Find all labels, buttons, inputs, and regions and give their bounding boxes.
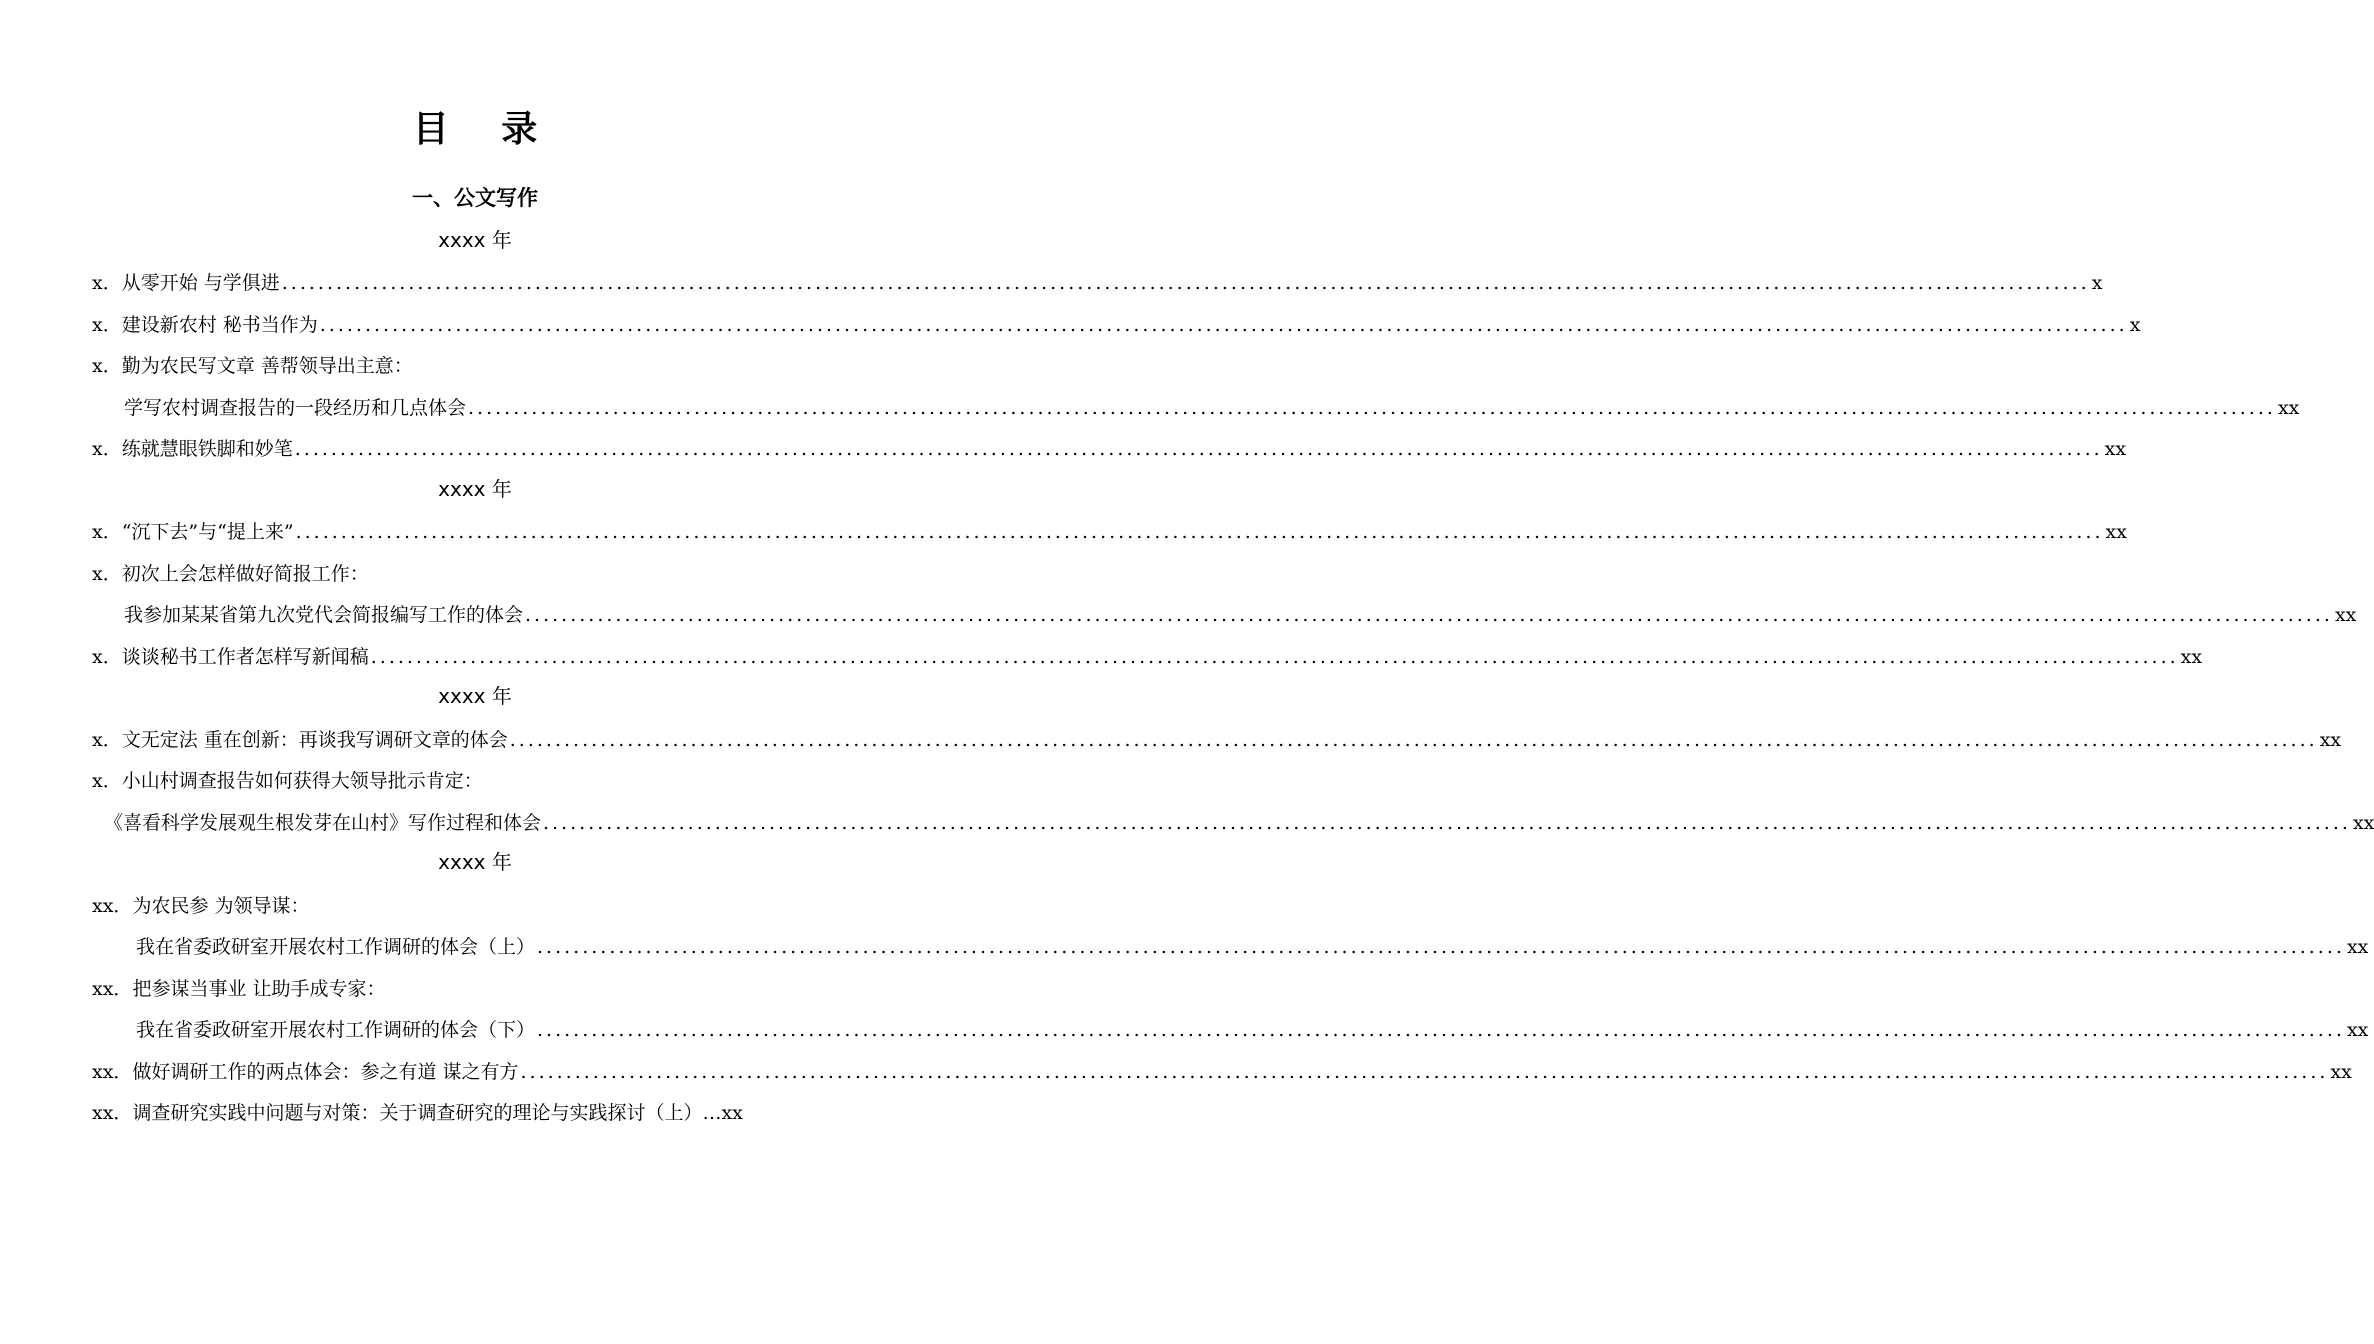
toc-entry[interactable] xyxy=(92,1096,860,1130)
toc-entry-continuation[interactable] xyxy=(124,391,2300,425)
entry-number: x． xyxy=(92,770,122,792)
entry-title: 文无定法 重在创新：再谈我写调研文章的体会 xyxy=(121,729,508,751)
entry-page: xx xyxy=(721,1102,743,1124)
year-heading: xxxx 年 xyxy=(438,684,512,708)
entry-number: xx． xyxy=(92,1061,133,1083)
entry-number: x． xyxy=(92,563,122,585)
entry-title: 勤为农民写文章 善帮领导出主意： xyxy=(121,355,413,377)
entry-title: 小山村调查报告如何获得大领导批示肯定： xyxy=(121,770,483,792)
entry-title: 练就慧眼铁脚和妙笔 xyxy=(121,438,293,460)
toc-entry[interactable] xyxy=(92,515,2127,549)
toc-entry-continuation[interactable] xyxy=(136,1013,2369,1047)
dot-leader: ........................................................................................................................................................................................................ xyxy=(295,521,2104,543)
entry-title: 学写农村调查报告的一段经历和几点体会 xyxy=(124,397,467,419)
entry-page: xx xyxy=(2319,729,2342,751)
year-heading: xxxx 年 xyxy=(438,228,512,252)
entry-page: xx xyxy=(2105,521,2127,543)
entry-title: 做好调研工作的两点体会：参之有道 谋之有方 xyxy=(132,1061,519,1083)
entry-title: 把参谋当事业 让助手成专家： xyxy=(132,978,386,1000)
entry-page: xx xyxy=(2277,397,2300,419)
entry-page: x xyxy=(2091,272,2103,294)
dot-leader: ........................................................................................................................................................................................................ xyxy=(525,604,2333,626)
dot-leader: ........................................................................................................................................................................................................ xyxy=(319,314,2128,336)
entry-title: 为农民参 为领导谋： xyxy=(132,895,310,917)
toc-entry[interactable] xyxy=(92,723,2342,757)
entry-title: 建设新农村 秘书当作为 xyxy=(121,314,318,336)
entry-number: x． xyxy=(92,521,122,543)
entry-number: x． xyxy=(92,729,122,751)
toc-entry-continuation[interactable] xyxy=(104,806,2374,840)
dot-leader: ........................................................................................................................................................................................................ xyxy=(520,1061,2329,1083)
toc-entry[interactable] xyxy=(92,308,2141,342)
entry-number: x． xyxy=(92,438,122,460)
toc-entry[interactable] xyxy=(92,557,860,591)
entry-number: x． xyxy=(92,272,122,294)
entry-title: 初次上会怎样做好简报工作： xyxy=(121,563,369,585)
dot-leader: ........................................................................................................................................................................................................ xyxy=(281,272,2090,294)
entry-title: 调查研究实践中问题与对策：关于调查研究的理论与实践探讨（上）… xyxy=(132,1102,722,1124)
entry-title: 我在省委政研室开展农村工作调研的体会（上） xyxy=(136,936,536,958)
toc-entry[interactable] xyxy=(92,889,860,923)
entry-page: xx xyxy=(2334,604,2357,626)
entry-page: xx xyxy=(2104,438,2127,460)
dot-leader: ........................................................................................................................................................................................................ xyxy=(537,936,2345,958)
year-heading: xxxx 年 xyxy=(438,477,512,501)
entry-title: 《喜看科学发展观生根发芽在山村》写作过程和体会 xyxy=(104,812,542,834)
toc-entry-continuation[interactable] xyxy=(136,930,2369,964)
entry-page: xx xyxy=(2346,1019,2369,1041)
toc-entry[interactable] xyxy=(92,432,2127,466)
dot-leader: ........................................................................................................................................................................................................ xyxy=(537,1019,2345,1041)
entry-page: xx xyxy=(2346,936,2369,958)
entry-title: “沉下去”与“提上来” xyxy=(121,521,294,543)
dot-leader: ........................................................................................................................................................................................................ xyxy=(509,729,2318,751)
dot-leader: ........................................................................................................................................................................................................ xyxy=(370,646,2179,668)
dot-leader: ........................................................................................................................................................................................................ xyxy=(468,397,2276,419)
entry-title: 我在省委政研室开展农村工作调研的体会（下） xyxy=(136,1019,536,1041)
year-heading: xxxx 年 xyxy=(438,850,512,874)
toc-entry[interactable] xyxy=(92,640,2203,674)
toc-entry[interactable] xyxy=(92,1055,2352,1089)
entry-title: 我参加某某省第九次党代会简报编写工作的体会 xyxy=(124,604,524,626)
toc-entry[interactable] xyxy=(92,349,860,383)
toc-entry[interactable] xyxy=(92,764,860,798)
entry-number: x． xyxy=(92,355,122,377)
entry-number: xx． xyxy=(92,978,133,1000)
entry-title: 谈谈秘书工作者怎样写新闻稿 xyxy=(121,646,369,668)
dot-leader: ........................................................................................................................................................................................................ xyxy=(543,812,2351,834)
entry-page: x xyxy=(2129,314,2141,336)
section-heading: 一、公文写作 xyxy=(412,186,538,210)
entry-number: xx． xyxy=(92,895,133,917)
entry-number: x． xyxy=(92,314,122,336)
entry-title: 从零开始 与学俱进 xyxy=(121,272,280,294)
dot-leader: ........................................................................................................................................................................................................ xyxy=(294,438,2103,460)
toc-entry-continuation[interactable] xyxy=(124,598,2357,632)
entry-number: x． xyxy=(92,646,122,668)
entry-page: xx xyxy=(2180,646,2203,668)
entry-number: xx． xyxy=(92,1102,133,1124)
toc-entry[interactable] xyxy=(92,972,860,1006)
page-title: 目 录 xyxy=(412,108,558,150)
entry-page: xx xyxy=(2352,812,2374,834)
toc-entry[interactable] xyxy=(92,266,2103,300)
entry-page: xx xyxy=(2330,1061,2352,1083)
